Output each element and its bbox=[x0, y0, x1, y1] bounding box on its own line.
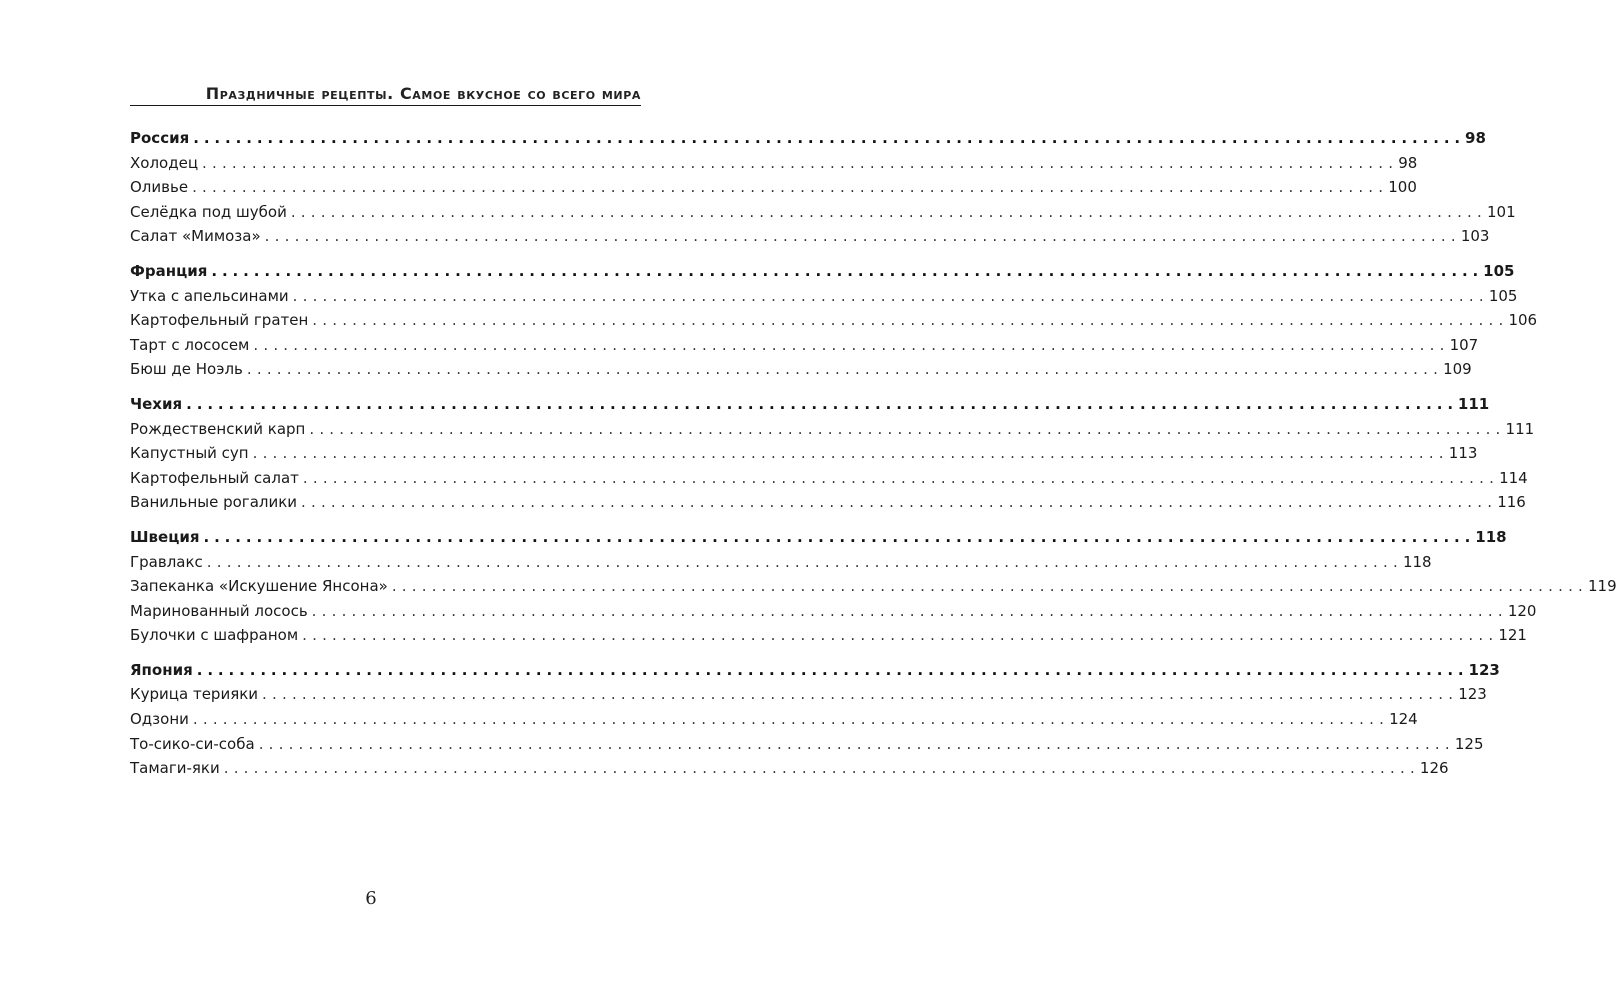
toc-entry[interactable] bbox=[130, 599, 1537, 624]
toc-entry-title: Рождественский карп bbox=[130, 419, 306, 438]
toc-entry[interactable] bbox=[130, 357, 1472, 382]
toc-heading-page: 105 bbox=[1483, 261, 1515, 280]
toc-entry[interactable] bbox=[130, 732, 1484, 757]
table-of-contents bbox=[130, 126, 1617, 791]
toc-heading-title: Швеция bbox=[130, 527, 200, 546]
toc-entry-title: Запеканка «Искушение Янсона» bbox=[130, 577, 388, 596]
toc-entry[interactable] bbox=[130, 707, 1418, 732]
toc-entry[interactable] bbox=[130, 441, 1478, 466]
toc-heading[interactable] bbox=[130, 392, 1490, 417]
toc-entry-page: 101 bbox=[1486, 202, 1516, 221]
toc-heading[interactable] bbox=[130, 126, 1486, 151]
toc-entry-page: 113 bbox=[1448, 444, 1478, 463]
toc-entry-title: Холодец bbox=[130, 153, 199, 172]
toc-entry-page: 116 bbox=[1497, 493, 1526, 512]
dot-leader: ........................................................................................................................ bbox=[264, 227, 1461, 246]
toc-entry-page: 103 bbox=[1460, 227, 1490, 246]
toc-section bbox=[130, 658, 1500, 781]
toc-entry-page: 120 bbox=[1507, 601, 1537, 620]
toc-entry[interactable] bbox=[130, 756, 1449, 781]
toc-entry-page: 118 bbox=[1402, 552, 1432, 571]
toc-entry[interactable] bbox=[130, 682, 1487, 707]
dot-leader: ........................................................................................................................ bbox=[258, 734, 1455, 753]
toc-entry-page: 119 bbox=[1588, 577, 1617, 596]
dot-leader: ........................................................................................................................ bbox=[253, 335, 1450, 354]
toc-entry-title: Капустный суп bbox=[130, 444, 249, 463]
toc-heading-title: Япония bbox=[130, 660, 193, 679]
toc-entry-title: Утка с апельсинами bbox=[130, 286, 289, 305]
toc-entry-page: 98 bbox=[1398, 153, 1418, 172]
dot-leader: ........................................................................................................................ bbox=[302, 626, 1499, 645]
toc-entry[interactable] bbox=[130, 151, 1418, 176]
toc-section bbox=[130, 392, 1535, 515]
toc-entry-title: То-сико-си-соба bbox=[130, 734, 255, 753]
toc-heading-title: Россия bbox=[130, 129, 190, 147]
toc-heading-page: 123 bbox=[1468, 660, 1500, 679]
toc-entry[interactable] bbox=[130, 308, 1538, 333]
dot-leader: ........................................................................................................................ bbox=[246, 360, 1444, 379]
toc-heading-page: 111 bbox=[1457, 394, 1490, 413]
toc-entry[interactable] bbox=[130, 333, 1479, 358]
toc-section bbox=[130, 126, 1516, 249]
toc-entry-page: 124 bbox=[1389, 710, 1418, 729]
toc-heading-title: Франция bbox=[130, 261, 208, 280]
dot-leader: ........................................................................................................................ bbox=[192, 710, 1390, 729]
toc-entry-title: Картофельный гратен bbox=[130, 311, 309, 330]
toc-entry[interactable] bbox=[130, 623, 1527, 648]
dot-leader: ........................................................................................................................ bbox=[196, 660, 1469, 679]
dot-leader: ........................................................................................................................ bbox=[312, 311, 1509, 330]
dot-leader: ........................................................................................................................ bbox=[202, 153, 1399, 172]
toc-entry-title: Селёдка под шубой bbox=[130, 202, 287, 221]
dot-leader: ........................................................................................................................ bbox=[252, 444, 1449, 463]
toc-entry[interactable] bbox=[130, 550, 1432, 575]
toc-entry-page: 121 bbox=[1498, 626, 1527, 645]
toc-entry[interactable] bbox=[130, 466, 1528, 491]
toc-entry-page: 114 bbox=[1499, 468, 1528, 487]
page-number: 6 bbox=[365, 888, 377, 909]
toc-heading[interactable] bbox=[130, 658, 1500, 683]
toc-entry-title: Тарт с лососем bbox=[130, 335, 250, 354]
toc-section bbox=[130, 525, 1617, 648]
toc-heading-page: 98 bbox=[1465, 129, 1486, 147]
toc-heading-page: 118 bbox=[1475, 527, 1507, 546]
toc-entry-title: Тамаги-яки bbox=[130, 759, 220, 778]
running-head-title: Праздничные рецепты. Самое вкусное со всего мира bbox=[205, 84, 641, 103]
dot-leader: ........................................................................................................................ bbox=[311, 601, 1508, 620]
dot-leader: ........................................................................................................................ bbox=[211, 261, 1484, 280]
toc-entry-title: Оливье bbox=[130, 178, 189, 197]
dot-leader: ........................................................................................................................ bbox=[192, 178, 1389, 197]
dot-leader: ........................................................................................................................ bbox=[292, 286, 1489, 305]
toc-entry[interactable] bbox=[130, 574, 1617, 599]
toc-entry-title: Гравлакс bbox=[130, 552, 203, 571]
toc-heading[interactable] bbox=[130, 525, 1507, 550]
dot-leader: ........................................................................................................................ bbox=[262, 685, 1459, 704]
toc-entry-page: 125 bbox=[1454, 734, 1484, 753]
toc-entry-title: Курица терияки bbox=[130, 685, 259, 704]
toc-entry-page: 123 bbox=[1458, 685, 1487, 704]
dot-leader: ........................................................................................................................ bbox=[290, 202, 1487, 221]
toc-entry-title: Булочки с шафраном bbox=[130, 626, 299, 645]
dot-leader: ........................................................................................................................ bbox=[206, 552, 1403, 571]
toc-entry-page: 100 bbox=[1388, 178, 1417, 197]
toc-entry-title: Картофельный салат bbox=[130, 468, 299, 487]
toc-entry-title: Бюш де Ноэль bbox=[130, 360, 243, 379]
toc-entry[interactable] bbox=[130, 284, 1518, 309]
toc-heading-title: Чехия bbox=[130, 394, 183, 413]
toc-entry-page: 107 bbox=[1449, 335, 1479, 354]
toc-entry-page: 126 bbox=[1419, 759, 1449, 778]
dot-leader: ........................................................................................................................ bbox=[301, 493, 1498, 512]
toc-entry[interactable] bbox=[130, 224, 1490, 249]
toc-entry[interactable] bbox=[130, 490, 1526, 515]
dot-leader: ........................................................................................................................ bbox=[223, 759, 1420, 778]
toc-entry-page: 111 bbox=[1505, 419, 1535, 438]
toc-entry-title: Салат «Мимоза» bbox=[130, 227, 261, 246]
dot-leader: ........................................................................................................................ bbox=[309, 419, 1506, 438]
toc-entry-page: 109 bbox=[1443, 360, 1472, 379]
dot-leader: ........................................................................................................................ bbox=[186, 394, 1458, 413]
toc-section bbox=[130, 259, 1538, 382]
toc-entry-title: Ванильные рогалики bbox=[130, 493, 298, 512]
dot-leader: ........................................................................................................................ bbox=[302, 468, 1500, 487]
toc-entry-page: 105 bbox=[1488, 286, 1518, 305]
dot-leader: ........................................................................................................................ bbox=[391, 577, 1589, 596]
toc-entry-page: 106 bbox=[1508, 311, 1538, 330]
toc-entry[interactable] bbox=[130, 175, 1417, 200]
running-head bbox=[130, 84, 641, 106]
toc-entry[interactable] bbox=[130, 200, 1516, 225]
dot-leader: ........................................................................................................................ bbox=[193, 129, 1466, 147]
dot-leader: ........................................................................................................................ bbox=[203, 527, 1476, 546]
toc-entry[interactable] bbox=[130, 417, 1535, 442]
toc-entry-title: Одзони bbox=[130, 710, 189, 729]
toc-heading[interactable] bbox=[130, 259, 1515, 284]
toc-entry-title: Маринованный лосось bbox=[130, 601, 308, 620]
